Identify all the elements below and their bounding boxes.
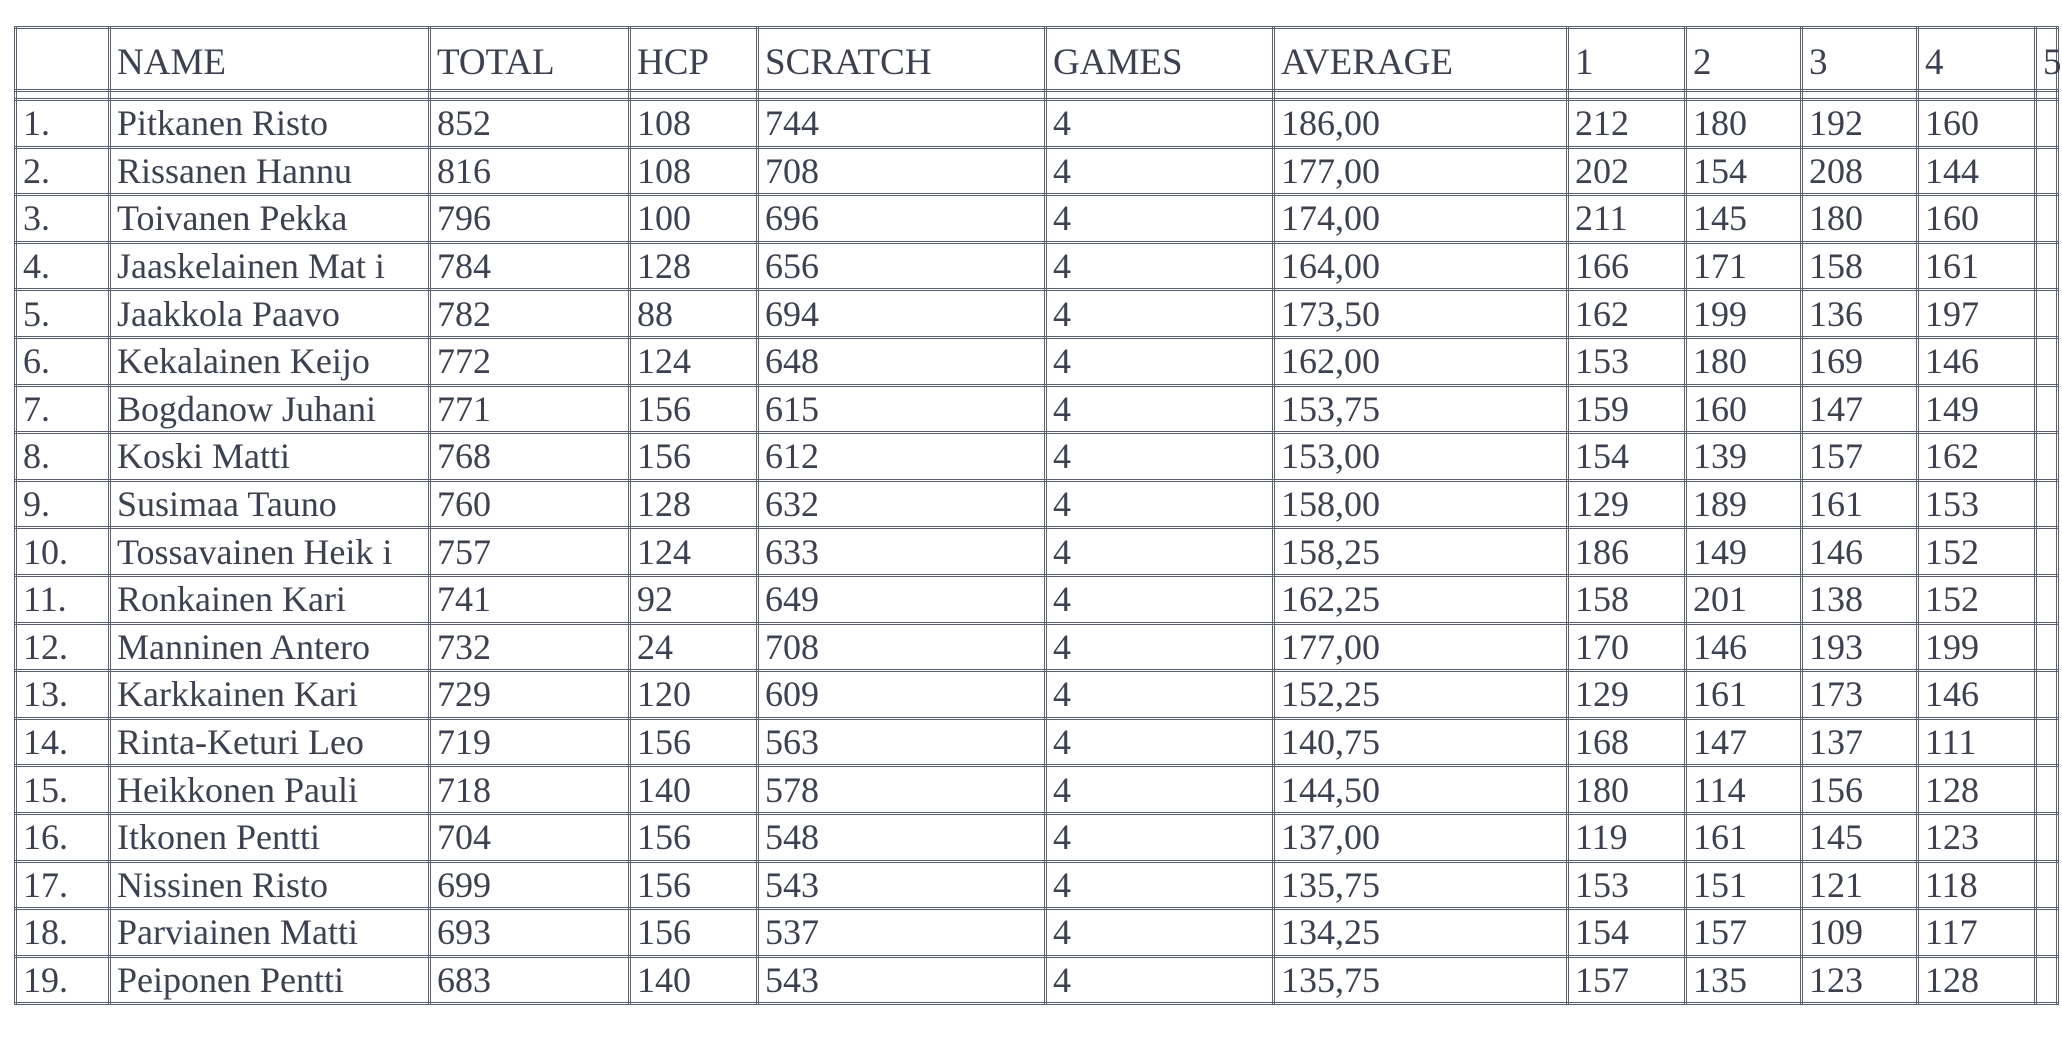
cell-name: Heikkonen Pauli <box>110 766 430 814</box>
cell-scratch: 615 <box>758 385 1046 433</box>
cell-game-5 <box>2036 909 2058 957</box>
cell-rank: 3. <box>16 195 110 243</box>
cell-game-3: 193 <box>1802 623 1918 671</box>
cell-scratch: 543 <box>758 861 1046 909</box>
cell-scratch: 649 <box>758 575 1046 623</box>
cell-average: 153,75 <box>1274 385 1568 433</box>
cell-game-5 <box>2036 480 2058 528</box>
table-row <box>16 861 2058 909</box>
cell-rank: 9. <box>16 480 110 528</box>
cell-hcp: 108 <box>630 100 758 148</box>
cell-average: 174,00 <box>1274 195 1568 243</box>
cell-game-2: 114 <box>1686 766 1802 814</box>
cell-game-2: 189 <box>1686 480 1802 528</box>
results-body <box>16 100 2058 1004</box>
table-row <box>16 956 2058 1004</box>
cell-rank: 14. <box>16 718 110 766</box>
cell-game-1: 153 <box>1568 861 1686 909</box>
cell-scratch: 548 <box>758 813 1046 861</box>
cell-games: 4 <box>1046 956 1274 1004</box>
cell-game-4: 117 <box>1918 909 2036 957</box>
cell-game-2: 201 <box>1686 575 1802 623</box>
cell-game-4: 149 <box>1918 385 2036 433</box>
cell-game-4: 153 <box>1918 480 2036 528</box>
table-row <box>16 813 2058 861</box>
cell-game-3: 157 <box>1802 433 1918 481</box>
cell-scratch: 694 <box>758 290 1046 338</box>
cell-scratch: 708 <box>758 623 1046 671</box>
header-rank <box>16 28 110 91</box>
cell-game-5 <box>2036 766 2058 814</box>
cell-scratch: 537 <box>758 909 1046 957</box>
cell-game-1: 211 <box>1568 195 1686 243</box>
cell-game-2: 199 <box>1686 290 1802 338</box>
cell-average: 134,25 <box>1274 909 1568 957</box>
cell-average: 177,00 <box>1274 623 1568 671</box>
cell-game-1: 129 <box>1568 671 1686 719</box>
cell-game-2: 171 <box>1686 242 1802 290</box>
header-divider-row <box>16 91 2058 100</box>
table-row <box>16 337 2058 385</box>
cell-game-1: 154 <box>1568 909 1686 957</box>
cell-scratch: 648 <box>758 337 1046 385</box>
header-average: AVERAGE <box>1274 28 1568 91</box>
cell-game-5 <box>2036 575 2058 623</box>
cell-game-4: 152 <box>1918 575 2036 623</box>
cell-total: 729 <box>430 671 630 719</box>
cell-hcp: 156 <box>630 813 758 861</box>
cell-game-2: 147 <box>1686 718 1802 766</box>
cell-game-3: 138 <box>1802 575 1918 623</box>
cell-total: 757 <box>430 528 630 576</box>
cell-total: 784 <box>430 242 630 290</box>
cell-rank: 7. <box>16 385 110 433</box>
cell-average: 153,00 <box>1274 433 1568 481</box>
cell-game-2: 161 <box>1686 671 1802 719</box>
table-row <box>16 766 2058 814</box>
cell-game-2: 151 <box>1686 861 1802 909</box>
cell-game-3: 123 <box>1802 956 1918 1004</box>
cell-game-5 <box>2036 147 2058 195</box>
cell-game-1: 154 <box>1568 433 1686 481</box>
cell-game-3: 136 <box>1802 290 1918 338</box>
cell-game-3: 158 <box>1802 242 1918 290</box>
cell-total: 782 <box>430 290 630 338</box>
cell-name: Toivanen Pekka <box>110 195 430 243</box>
cell-game-2: 161 <box>1686 813 1802 861</box>
cell-game-5 <box>2036 433 2058 481</box>
cell-game-1: 180 <box>1568 766 1686 814</box>
table-row <box>16 623 2058 671</box>
cell-game-3: 121 <box>1802 861 1918 909</box>
cell-game-3: 145 <box>1802 813 1918 861</box>
cell-average: 135,75 <box>1274 861 1568 909</box>
cell-games: 4 <box>1046 718 1274 766</box>
cell-hcp: 156 <box>630 385 758 433</box>
cell-average: 177,00 <box>1274 147 1568 195</box>
cell-name: Pitkanen Risto <box>110 100 430 148</box>
cell-game-1: 170 <box>1568 623 1686 671</box>
header-game-1: 1 <box>1568 28 1686 91</box>
header-game-4: 4 <box>1918 28 2036 91</box>
cell-game-4: 197 <box>1918 290 2036 338</box>
cell-game-1: 157 <box>1568 956 1686 1004</box>
header-row <box>16 28 2058 91</box>
cell-games: 4 <box>1046 813 1274 861</box>
cell-game-3: 192 <box>1802 100 1918 148</box>
cell-game-1: 119 <box>1568 813 1686 861</box>
cell-rank: 17. <box>16 861 110 909</box>
cell-name: Bogdanow Juhani <box>110 385 430 433</box>
cell-name: Rissanen Hannu <box>110 147 430 195</box>
cell-rank: 11. <box>16 575 110 623</box>
cell-games: 4 <box>1046 575 1274 623</box>
cell-scratch: 633 <box>758 528 1046 576</box>
cell-rank: 16. <box>16 813 110 861</box>
header-game-3: 3 <box>1802 28 1918 91</box>
cell-games: 4 <box>1046 861 1274 909</box>
header-scratch: SCRATCH <box>758 28 1046 91</box>
cell-games: 4 <box>1046 909 1274 957</box>
cell-game-3: 147 <box>1802 385 1918 433</box>
cell-scratch: 578 <box>758 766 1046 814</box>
cell-game-1: 153 <box>1568 337 1686 385</box>
cell-game-5 <box>2036 623 2058 671</box>
cell-name: Karkkainen Kari <box>110 671 430 719</box>
cell-games: 4 <box>1046 623 1274 671</box>
cell-game-5 <box>2036 337 2058 385</box>
cell-name: Rinta-Keturi Leo <box>110 718 430 766</box>
cell-name: Koski Matti <box>110 433 430 481</box>
cell-hcp: 108 <box>630 147 758 195</box>
cell-rank: 10. <box>16 528 110 576</box>
cell-game-5 <box>2036 956 2058 1004</box>
cell-hcp: 100 <box>630 195 758 243</box>
cell-total: 741 <box>430 575 630 623</box>
cell-game-2: 146 <box>1686 623 1802 671</box>
cell-total: 732 <box>430 623 630 671</box>
cell-hcp: 128 <box>630 242 758 290</box>
cell-game-1: 158 <box>1568 575 1686 623</box>
cell-game-4: 160 <box>1918 100 2036 148</box>
cell-game-3: 161 <box>1802 480 1918 528</box>
cell-rank: 8. <box>16 433 110 481</box>
cell-game-3: 156 <box>1802 766 1918 814</box>
cell-game-3: 146 <box>1802 528 1918 576</box>
cell-total: 772 <box>430 337 630 385</box>
cell-games: 4 <box>1046 385 1274 433</box>
cell-game-2: 145 <box>1686 195 1802 243</box>
cell-total: 768 <box>430 433 630 481</box>
cell-game-1: 166 <box>1568 242 1686 290</box>
cell-average: 144,50 <box>1274 766 1568 814</box>
cell-game-4: 118 <box>1918 861 2036 909</box>
cell-rank: 18. <box>16 909 110 957</box>
cell-game-1: 129 <box>1568 480 1686 528</box>
cell-total: 852 <box>430 100 630 148</box>
cell-hcp: 156 <box>630 433 758 481</box>
cell-rank: 19. <box>16 956 110 1004</box>
cell-game-5 <box>2036 813 2058 861</box>
cell-game-2: 149 <box>1686 528 1802 576</box>
cell-game-4: 146 <box>1918 337 2036 385</box>
cell-games: 4 <box>1046 766 1274 814</box>
cell-game-4: 161 <box>1918 242 2036 290</box>
cell-name: Nissinen Risto <box>110 861 430 909</box>
table-row <box>16 147 2058 195</box>
cell-scratch: 543 <box>758 956 1046 1004</box>
cell-hcp: 92 <box>630 575 758 623</box>
cell-game-3: 169 <box>1802 337 1918 385</box>
cell-name: Peiponen Pentti <box>110 956 430 1004</box>
cell-game-1: 186 <box>1568 528 1686 576</box>
cell-games: 4 <box>1046 480 1274 528</box>
cell-rank: 15. <box>16 766 110 814</box>
cell-total: 693 <box>430 909 630 957</box>
cell-game-2: 154 <box>1686 147 1802 195</box>
cell-total: 718 <box>430 766 630 814</box>
cell-game-5 <box>2036 861 2058 909</box>
cell-rank: 4. <box>16 242 110 290</box>
table-row <box>16 671 2058 719</box>
cell-total: 719 <box>430 718 630 766</box>
cell-game-3: 137 <box>1802 718 1918 766</box>
cell-name: Jaakkola Paavo <box>110 290 430 338</box>
cell-game-1: 162 <box>1568 290 1686 338</box>
cell-name: Ronkainen Kari <box>110 575 430 623</box>
cell-game-3: 173 <box>1802 671 1918 719</box>
cell-games: 4 <box>1046 433 1274 481</box>
header-hcp: HCP <box>630 28 758 91</box>
cell-average: 162,25 <box>1274 575 1568 623</box>
cell-games: 4 <box>1046 337 1274 385</box>
cell-game-5 <box>2036 100 2058 148</box>
cell-total: 704 <box>430 813 630 861</box>
cell-average: 137,00 <box>1274 813 1568 861</box>
cell-game-4: 146 <box>1918 671 2036 719</box>
cell-name: Kekalainen Keijo <box>110 337 430 385</box>
cell-game-5 <box>2036 528 2058 576</box>
cell-game-4: 152 <box>1918 528 2036 576</box>
cell-scratch: 632 <box>758 480 1046 528</box>
results-table <box>14 26 2062 1005</box>
table-row <box>16 433 2058 481</box>
cell-hcp: 156 <box>630 909 758 957</box>
cell-hcp: 120 <box>630 671 758 719</box>
cell-game-2: 180 <box>1686 100 1802 148</box>
header-total: TOTAL <box>430 28 630 91</box>
cell-scratch: 656 <box>758 242 1046 290</box>
cell-average: 140,75 <box>1274 718 1568 766</box>
cell-scratch: 696 <box>758 195 1046 243</box>
cell-game-4: 144 <box>1918 147 2036 195</box>
cell-games: 4 <box>1046 147 1274 195</box>
cell-game-1: 202 <box>1568 147 1686 195</box>
cell-game-3: 109 <box>1802 909 1918 957</box>
cell-scratch: 744 <box>758 100 1046 148</box>
cell-average: 135,75 <box>1274 956 1568 1004</box>
cell-scratch: 612 <box>758 433 1046 481</box>
cell-name: Manninen Antero <box>110 623 430 671</box>
table-row <box>16 242 2058 290</box>
cell-rank: 13. <box>16 671 110 719</box>
cell-game-4: 128 <box>1918 766 2036 814</box>
table-row <box>16 718 2058 766</box>
cell-total: 771 <box>430 385 630 433</box>
cell-scratch: 563 <box>758 718 1046 766</box>
cell-average: 158,00 <box>1274 480 1568 528</box>
cell-games: 4 <box>1046 100 1274 148</box>
cell-name: Susimaa Tauno <box>110 480 430 528</box>
cell-games: 4 <box>1046 290 1274 338</box>
cell-game-5 <box>2036 385 2058 433</box>
cell-total: 683 <box>430 956 630 1004</box>
cell-game-1: 159 <box>1568 385 1686 433</box>
cell-total: 816 <box>430 147 630 195</box>
cell-game-4: 111 <box>1918 718 2036 766</box>
cell-game-2: 135 <box>1686 956 1802 1004</box>
cell-average: 186,00 <box>1274 100 1568 148</box>
cell-game-4: 162 <box>1918 433 2036 481</box>
cell-game-5 <box>2036 671 2058 719</box>
cell-scratch: 708 <box>758 147 1046 195</box>
cell-hcp: 124 <box>630 528 758 576</box>
cell-game-4: 160 <box>1918 195 2036 243</box>
cell-hcp: 124 <box>630 337 758 385</box>
table-row <box>16 195 2058 243</box>
cell-hcp: 140 <box>630 956 758 1004</box>
cell-game-2: 157 <box>1686 909 1802 957</box>
cell-games: 4 <box>1046 671 1274 719</box>
cell-rank: 1. <box>16 100 110 148</box>
cell-game-2: 139 <box>1686 433 1802 481</box>
table-row <box>16 290 2058 338</box>
cell-rank: 12. <box>16 623 110 671</box>
table-row <box>16 909 2058 957</box>
cell-game-1: 212 <box>1568 100 1686 148</box>
cell-game-2: 180 <box>1686 337 1802 385</box>
cell-game-3: 208 <box>1802 147 1918 195</box>
cell-hcp: 140 <box>630 766 758 814</box>
cell-rank: 5. <box>16 290 110 338</box>
results-sheet <box>14 26 2062 1042</box>
cell-hcp: 128 <box>630 480 758 528</box>
cell-average: 162,00 <box>1274 337 1568 385</box>
cell-game-4: 128 <box>1918 956 2036 1004</box>
cell-game-5 <box>2036 718 2058 766</box>
cell-name: Parviainen Matti <box>110 909 430 957</box>
table-row <box>16 528 2058 576</box>
cell-game-5 <box>2036 290 2058 338</box>
header-game-5: 5 <box>2036 28 2058 91</box>
table-row <box>16 385 2058 433</box>
cell-name: Itkonen Pentti <box>110 813 430 861</box>
cell-game-5 <box>2036 242 2058 290</box>
cell-games: 4 <box>1046 242 1274 290</box>
cell-average: 164,00 <box>1274 242 1568 290</box>
cell-game-4: 199 <box>1918 623 2036 671</box>
cell-name: Tossavainen Heik i <box>110 528 430 576</box>
cell-average: 173,50 <box>1274 290 1568 338</box>
cell-average: 152,25 <box>1274 671 1568 719</box>
cell-game-4: 123 <box>1918 813 2036 861</box>
table-row <box>16 100 2058 148</box>
cell-scratch: 609 <box>758 671 1046 719</box>
header-game-2: 2 <box>1686 28 1802 91</box>
table-row <box>16 480 2058 528</box>
cell-total: 699 <box>430 861 630 909</box>
page-margin <box>0 1042 2056 1059</box>
cell-game-2: 160 <box>1686 385 1802 433</box>
cell-rank: 6. <box>16 337 110 385</box>
cell-hcp: 156 <box>630 861 758 909</box>
cell-total: 796 <box>430 195 630 243</box>
cell-games: 4 <box>1046 195 1274 243</box>
header-name: NAME <box>110 28 430 91</box>
cell-hcp: 88 <box>630 290 758 338</box>
table-row <box>16 575 2058 623</box>
cell-hcp: 156 <box>630 718 758 766</box>
header-games: GAMES <box>1046 28 1274 91</box>
cell-game-5 <box>2036 195 2058 243</box>
cell-rank: 2. <box>16 147 110 195</box>
cell-name: Jaaskelainen Mat i <box>110 242 430 290</box>
cell-game-1: 168 <box>1568 718 1686 766</box>
cell-total: 760 <box>430 480 630 528</box>
cell-average: 158,25 <box>1274 528 1568 576</box>
cell-hcp: 24 <box>630 623 758 671</box>
cell-game-3: 180 <box>1802 195 1918 243</box>
cell-games: 4 <box>1046 528 1274 576</box>
